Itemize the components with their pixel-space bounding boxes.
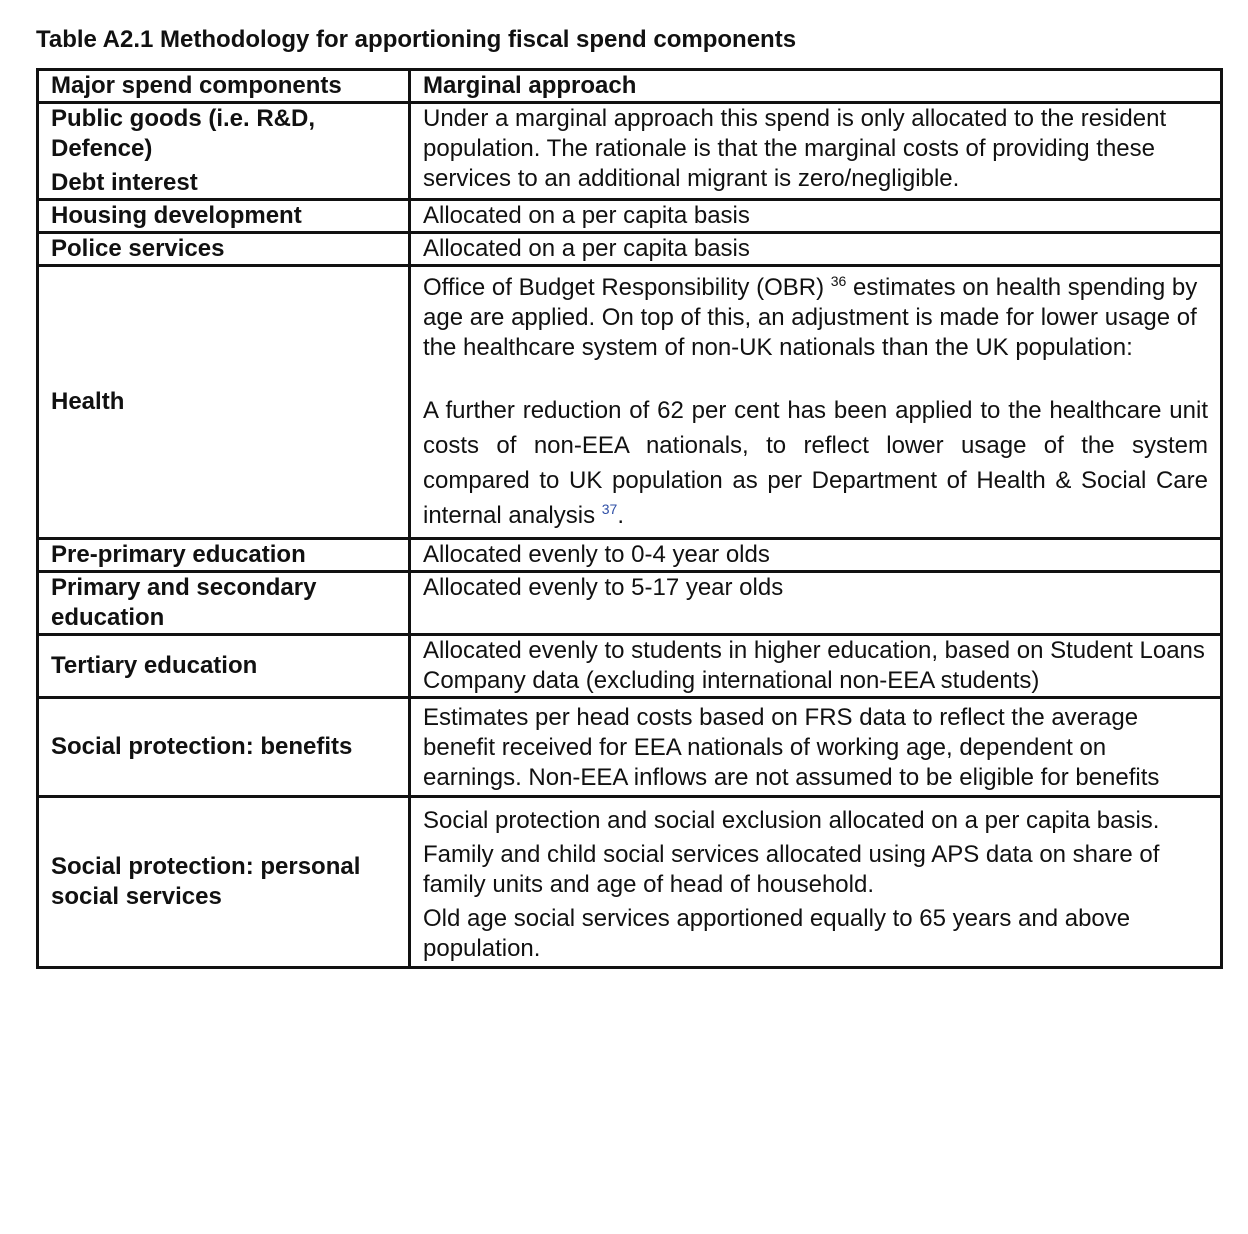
description-cell xyxy=(410,266,1222,539)
component-cell: Housing development xyxy=(38,200,410,233)
table-row xyxy=(38,635,1222,698)
column-header-major-spend-components: Major spend components xyxy=(38,70,410,103)
component-cell: Social protection: personal social services xyxy=(38,797,410,968)
component-cell: Tertiary education xyxy=(38,635,410,698)
pss-paragraph: Old age social services apportioned equally to 65 years and above population. xyxy=(423,905,1131,962)
health-text-obr: Office of Budget Responsibility (OBR) xyxy=(423,274,825,301)
page-title: Table A2.1 Methodology for apportioning fiscal spend components xyxy=(36,26,797,53)
table-row xyxy=(38,266,1222,539)
table-row xyxy=(38,200,1222,233)
component-label: Debt interest xyxy=(51,169,198,196)
description-cell: Allocated on a per capita basis xyxy=(410,233,1222,266)
description-cell xyxy=(410,797,1222,968)
component-cell xyxy=(38,103,410,200)
table-row xyxy=(38,539,1222,572)
description-cell: Allocated on a per capita basis xyxy=(410,200,1222,233)
table-row xyxy=(38,103,1222,200)
health-paragraph-1 xyxy=(423,273,1208,363)
health-text-period: . xyxy=(617,502,625,529)
component-cell: Social protection: benefits xyxy=(38,698,410,797)
footnote-ref-37: 37 xyxy=(601,501,618,517)
column-header-marginal-approach: Marginal approach xyxy=(410,70,1222,103)
component-cell: Police services xyxy=(38,233,410,266)
health-text-estimates: estimates on health spending by age are applied. On top of this, an adjustment is made for lower usage of the healthcare system of non-UK nationals than the UK population: xyxy=(423,274,1198,361)
pss-paragraph: Family and child social services allocated using APS data on share of family units and age of head of household. xyxy=(423,841,1160,898)
table-row xyxy=(38,572,1222,635)
component-cell: Pre-primary education xyxy=(38,539,410,572)
health-text-reduction: A further reduction of 62 per cent has been applied to the healthcare unit costs of non-EEA nationals, to reflect lower usage of the system compared to UK population as per Department of Health & Social Care internal analysis xyxy=(423,397,1208,529)
description-cell: Under a marginal approach this spend is only allocated to the resident population. The rationale is that the marginal costs of providing these services to an additional migrant is zero/negligible. xyxy=(410,103,1222,200)
description-cell: Estimates per head costs based on FRS data to reflect the average benefit received for EEA nationals of working age, dependent on earnings. Non-EEA inflows are not assumed to be eligible for benefits xyxy=(410,698,1222,797)
component-label: Public goods (i.e. R&D, Defence) xyxy=(51,105,316,162)
pss-paragraph: Social protection and social exclusion allocated on a per capita basis. xyxy=(423,807,1160,834)
description-cell: Allocated evenly to 0-4 year olds xyxy=(410,539,1222,572)
description-cell: Allocated evenly to 5-17 year olds xyxy=(410,572,1222,635)
paragraph-spacer xyxy=(423,363,1208,393)
health-paragraph-2 xyxy=(423,393,1208,533)
table-row xyxy=(38,233,1222,266)
component-cell: Primary and secondary education xyxy=(38,572,410,635)
component-cell: Health xyxy=(38,266,410,539)
methodology-table xyxy=(36,68,1223,969)
table-row xyxy=(38,797,1222,968)
footnote-ref-36: 36 xyxy=(830,273,847,289)
table-row xyxy=(38,698,1222,797)
table-header-row xyxy=(38,70,1222,103)
description-cell: Allocated evenly to students in higher education, based on Student Loans Company data (excluding international non-EEA students) xyxy=(410,635,1222,698)
